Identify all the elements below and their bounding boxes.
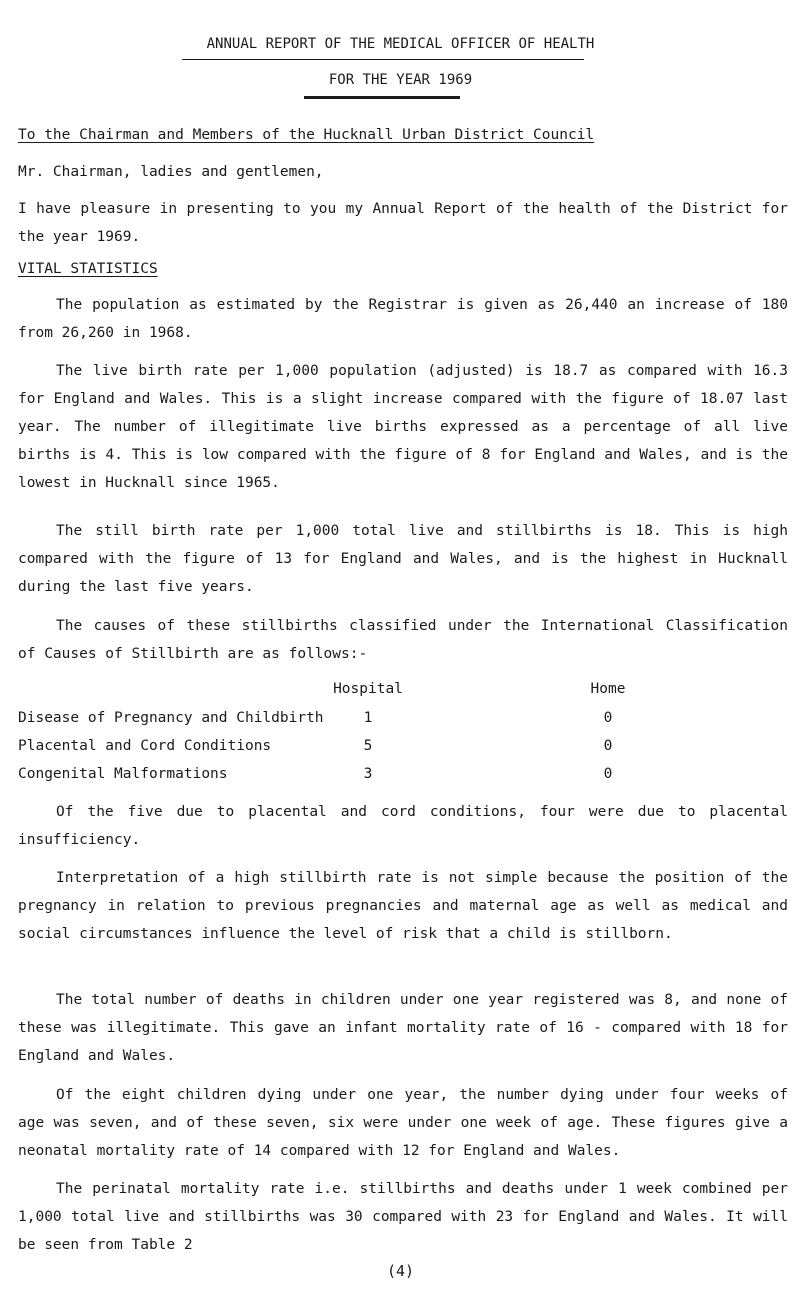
- table-row: [18, 766, 738, 792]
- section-heading: VITAL STATISTICS: [18, 261, 158, 277]
- causes-paragraph: The causes of these stillbirths classified under the International Classification of Causes of Stillbirth are as follows:-: [18, 618, 788, 662]
- page-number: (4): [386, 1262, 415, 1280]
- row-label: Congenital Malformations: [18, 766, 228, 782]
- intro-paragraph: I have pleasure in presenting to you my Annual Report of the health of the District for the year 1969.: [18, 201, 788, 245]
- hospital-value: 1: [363, 710, 373, 726]
- hospital-value: 3: [363, 766, 373, 782]
- population-paragraph: The population as estimated by the Registrar is given as 26,440 an increase of 180 from 26,260 in 1968.: [18, 297, 788, 341]
- placental-paragraph: Of the five due to placental and cord conditions, four were due to placental insufficiency.: [18, 804, 788, 848]
- still-birth-paragraph: The still birth rate per 1,000 total live and stillbirths is 18. This is high compared with the figure of 13 for England and Wales, and is the highest in Hucknall during the last five years.: [18, 523, 788, 595]
- infant-deaths-paragraph: The total number of deaths in children under one year registered was 8, and none of these was illegitimate. This gave an infant mortality rate of 16 - compared with 18 for England and Wales.: [18, 992, 788, 1064]
- causes-table-header: [18, 681, 738, 707]
- table-row: [18, 738, 738, 764]
- home-value: 0: [603, 738, 613, 754]
- interpretation-paragraph: Interpretation of a high stillbirth rate is not simple because the position of the pregnancy in relation to previous pregnancies and maternal age as well as medical and social circumstances influence the level of risk that a child is stillborn.: [18, 870, 788, 942]
- row-label: Placental and Cord Conditions: [18, 738, 272, 754]
- home-column-header: Home: [590, 681, 626, 697]
- address-line: To the Chairman and Members of the Hucknall Urban District Council: [18, 127, 595, 143]
- home-value: 0: [603, 766, 613, 782]
- table-row: [18, 710, 738, 736]
- report-year: FOR THE YEAR 1969: [328, 72, 473, 88]
- report-title: ANNUAL REPORT OF THE MEDICAL OFFICER OF HEALTH: [206, 36, 595, 52]
- title-underline: [182, 59, 584, 60]
- home-value: 0: [603, 710, 613, 726]
- salutation: Mr. Chairman, ladies and gentlemen,: [18, 164, 324, 180]
- neonatal-paragraph: Of the eight children dying under one year, the number dying under four weeks of age was seven, and of these seven, six were under one week of age. These figures give a neonatal mortality rate of 14 compared with 12 for England and Wales.: [18, 1087, 788, 1159]
- hospital-value: 5: [363, 738, 373, 754]
- row-label: Disease of Pregnancy and Childbirth: [18, 710, 324, 726]
- hospital-column-header: Hospital: [333, 681, 403, 697]
- year-underline: [304, 96, 460, 99]
- perinatal-paragraph: The perinatal mortality rate i.e. stillbirths and deaths under 1 week combined per 1,000 total live and stillbirths was 30 compared with 23 for England and Wales. It will be seen from Table 2: [18, 1181, 788, 1253]
- live-birth-paragraph: The live birth rate per 1,000 population (adjusted) is 18.7 as compared with 16.3 for England and Wales. This is a slight increase compared with the figure of 18.07 last year. The number of illegitimate live births expressed as a percentage of all live births is 4. This is low compared with the figure of 8 for England and Wales, and is the lowest in Hucknall since 1965.: [18, 363, 788, 491]
